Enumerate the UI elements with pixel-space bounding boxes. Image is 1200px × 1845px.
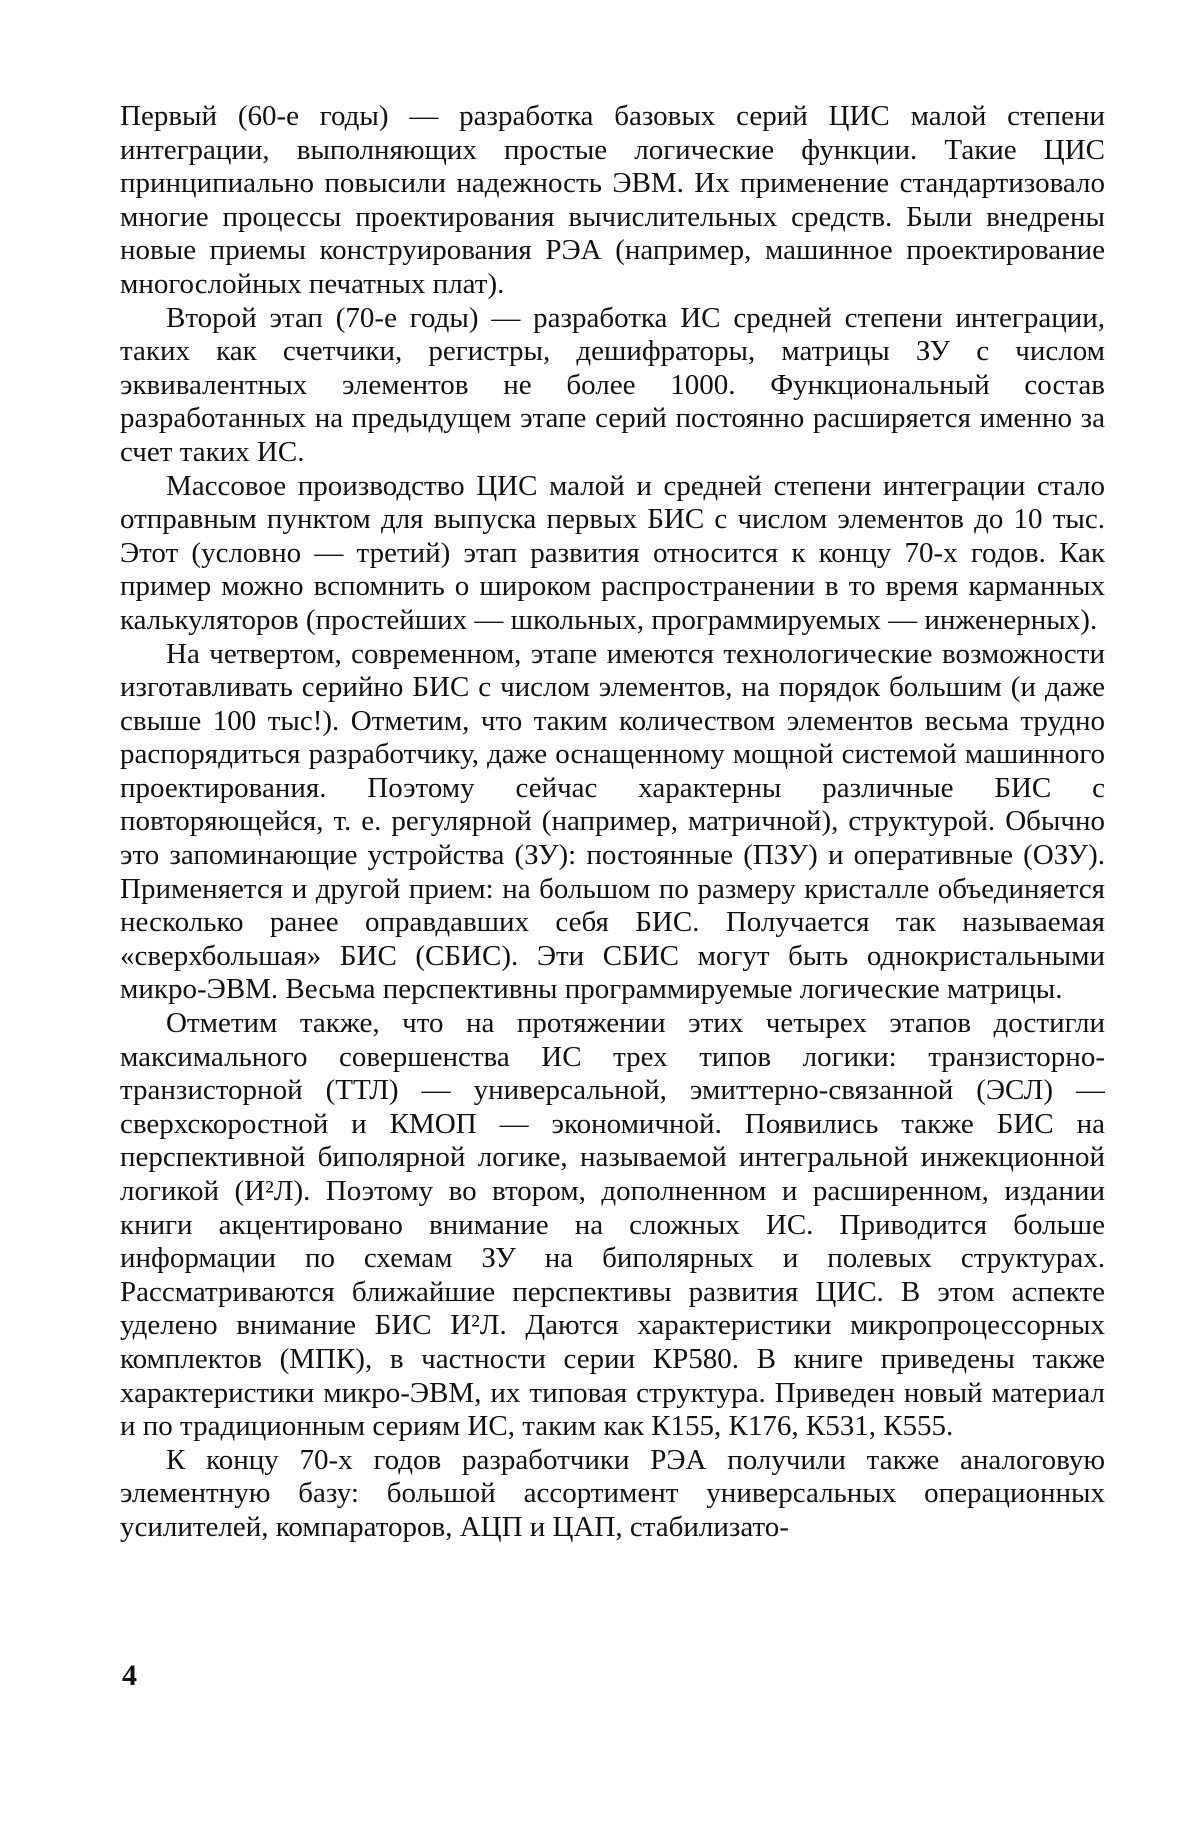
paragraph-5: Отметим также, что на протяжении этих четырех этапов достигли максимального совершенства ИС трех типов логики: транзисторно-транзисторной (ТТЛ) — универсальной, эмиттерно-связанной (ЭСЛ) — сверхскоростной и КМОП — экономичной. Появились также БИС на перспективной биполярной логике, называемой интегральной инжекционной логикой (И²Л). Поэтому во втором, дополненном и расширенном, издании книги акцентировано внимание на сложных ИС. Приводится больше информации по схемам ЗУ на биполярных и полевых структурах. Рассматриваются ближайшие перспективы развития ЦИС. В этом аспекте уделено внимание БИС И²Л. Даются характеристики микропроцессорных комплектов (МПК), в частности серии КР580. В книге приведены также характеристики микро-ЭВМ, их типовая структура. Приведен новый материал и по традиционным сериям ИС, таким как К155, К176, К531, К555.: [120, 1007, 1105, 1443]
paragraph-4: На четвертом, современном, этапе имеются технологические возможности изготавливать серийно БИС с числом элементов, на порядок большим (и даже свыше 100 тыс!). Отметим, что таким количеством элементов весьма трудно распорядиться разработчику, даже оснащенному мощной системой машинного проектирования. Поэтому сейчас характерны различные БИС с повторяющейся, т. е. регулярной (например, матричной), структурой. Обычно это запоминающие устройства (ЗУ): постоянные (ПЗУ) и оперативные (ОЗУ). Применяется и другой прием: на большом по размеру кристалле объединяется несколько ранее оправдавших себя БИС. Получается так называемая «сверхбольшая» БИС (СБИС). Эти СБИС могут быть однокристальными микро-ЭВМ. Весьма перспективны программируемые логические матрицы.: [120, 637, 1105, 1006]
paragraph-6: К концу 70-х годов разработчики РЭА получили также аналоговую элементную базу: большой ассортимент универсальных операционных усилителей, компараторов, АЦП и ЦАП, стабилизато-: [120, 1443, 1105, 1543]
paragraph-1: Первый (60-е годы) — разработка базовых серий ЦИС малой степени интеграции, выполняющих простые логические функции. Такие ЦИС принципиально повысили надежность ЭВМ. Их применение стандартизовало многие процессы проектирования вычислительных средств. Были внедрены новые приемы конструирования РЭА (например, машинное проектирование многослойных печатных плат).: [120, 100, 1105, 300]
paragraph-2: Второй этап (70-е годы) — разработка ИС средней степени интеграции, таких как счетчики, регистры, дешифраторы, матрицы ЗУ с числом эквивалентных элементов не более 1000. Функциональный состав разработанных на предыдущем этапе серий постоянно расширяется именно за счет таких ИС.: [120, 301, 1105, 468]
paragraph-3: Массовое производство ЦИС малой и средней степени интеграции стало отправным пунктом для выпуска первых БИС с числом элементов до 10 тыс. Этот (условно — третий) этап развития относится к концу 70-х годов. Как пример можно вспомнить о широком распространении в то время карманных калькуляторов (простейших — школьных, программируемых — инженерных).: [120, 469, 1105, 636]
page-number: 4: [122, 1659, 137, 1692]
page-body: [120, 100, 1105, 1545]
